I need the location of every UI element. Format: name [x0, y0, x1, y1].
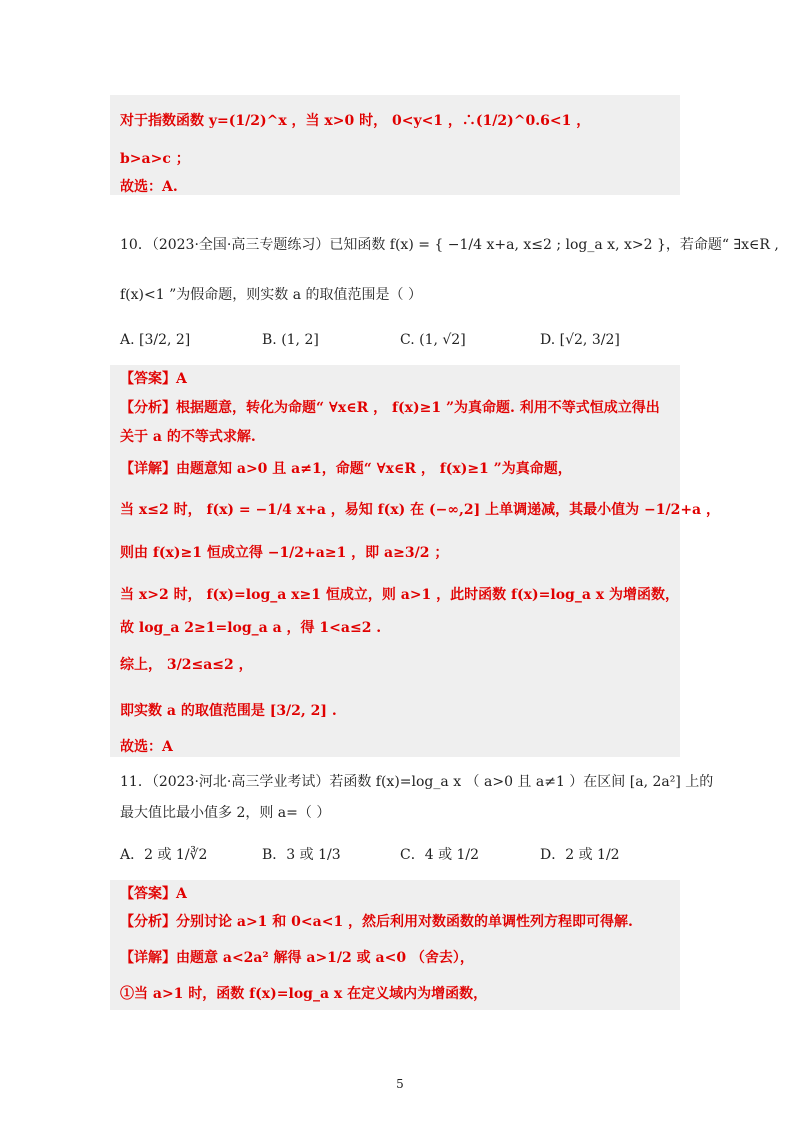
answer-label: 【答案】A	[120, 886, 187, 902]
question-11-stem-2: 最大值比最小值多 2，则 a=（ ）	[120, 805, 331, 821]
solution-line: 对于指数函数 y=(1/2)^x ，当 x>0 时， 0<y<1 ，∴(1/2)^0.6<1 ，	[120, 113, 591, 129]
option-b: B. (1, 2]	[262, 332, 319, 348]
answer-label: 【答案】A	[120, 371, 187, 387]
page-number: 5	[396, 1077, 404, 1091]
detail-line: ①当 a>1 时，函数 f(x)=log_a x 在定义域内为增函数，	[120, 986, 488, 1002]
option-d: D．2 或 1/2	[540, 847, 620, 863]
option-c: C．4 或 1/2	[400, 847, 480, 863]
solution-line: 故选：A.	[120, 179, 178, 195]
solution-line: b>a>c ；	[120, 151, 190, 167]
detail-line: 故 log_a 2≥1=log_a a ，得 1<a≤2 .	[120, 620, 382, 636]
detail-line: 则由 f(x)≥1 恒成立得 −1/2+a≥1 ，即 a≥3/2 ；	[120, 545, 449, 561]
solution-block-9-tail	[110, 95, 680, 195]
question-11-stem: 11．（2023·河北·高三学业考试）若函数 f(x)=log_a x （ a>0 且 a≠1 ）在区间 [a, 2a²] 上的	[120, 774, 714, 790]
option-d: D. [√2, 3/2]	[540, 332, 620, 348]
analysis-line: 【分析】分别讨论 a>1 和 0<a<1 ，然后利用对数函数的单调性列方程即可得解.	[120, 914, 633, 930]
detail-line: 【详解】由题意知 a>0 且 a≠1，命题“ ∀x∈R ， f(x)≥1 ”为真命题，	[120, 461, 572, 477]
detail-line: 当 x>2 时， f(x)=log_a x≥1 恒成立，则 a>1 ，此时函数 f(x)=log_a x 为增函数，	[120, 587, 679, 603]
question-10-stem: 10．（2023·全国·高三专题练习）已知函数 f(x) = { −1/4 x+a, x≤2 ; log_a x, x>2 }，若命题“ ∃x∈R ,	[120, 237, 779, 253]
detail-line: 【详解】由题意 a<2a² 解得 a>1/2 或 a<0 （舍去），	[120, 950, 474, 966]
detail-line: 即实数 a 的取值范围是 [3/2, 2] .	[120, 703, 337, 719]
detail-line: 当 x≤2 时， f(x) = −1/4 x+a ，易知 f(x) 在 (−∞,2] 上单调递减，其最小值为 −1/2+a ，	[120, 502, 721, 518]
solution-block-11	[110, 880, 680, 1010]
analysis-line: 关于 a 的不等式求解.	[120, 429, 256, 445]
option-c: C. (1, √2]	[400, 332, 466, 348]
detail-line: 故选：A	[120, 739, 173, 755]
analysis-line: 【分析】根据题意，转化为命题“ ∀x∈R ， f(x)≥1 ”为真命题. 利用不等式恒成立得出	[120, 400, 660, 416]
option-a: A. [3/2, 2]	[120, 332, 191, 348]
option-b: B．3 或 1/3	[262, 847, 341, 863]
solution-block-10	[110, 365, 721, 757]
option-a: A．2 或 1/∛2	[120, 847, 208, 863]
question-10-stem-2: f(x)<1 ”为假命题，则实数 a 的取值范围是（ ）	[120, 287, 422, 303]
detail-line: 综上， 3/2≤a≤2 ，	[120, 657, 253, 673]
